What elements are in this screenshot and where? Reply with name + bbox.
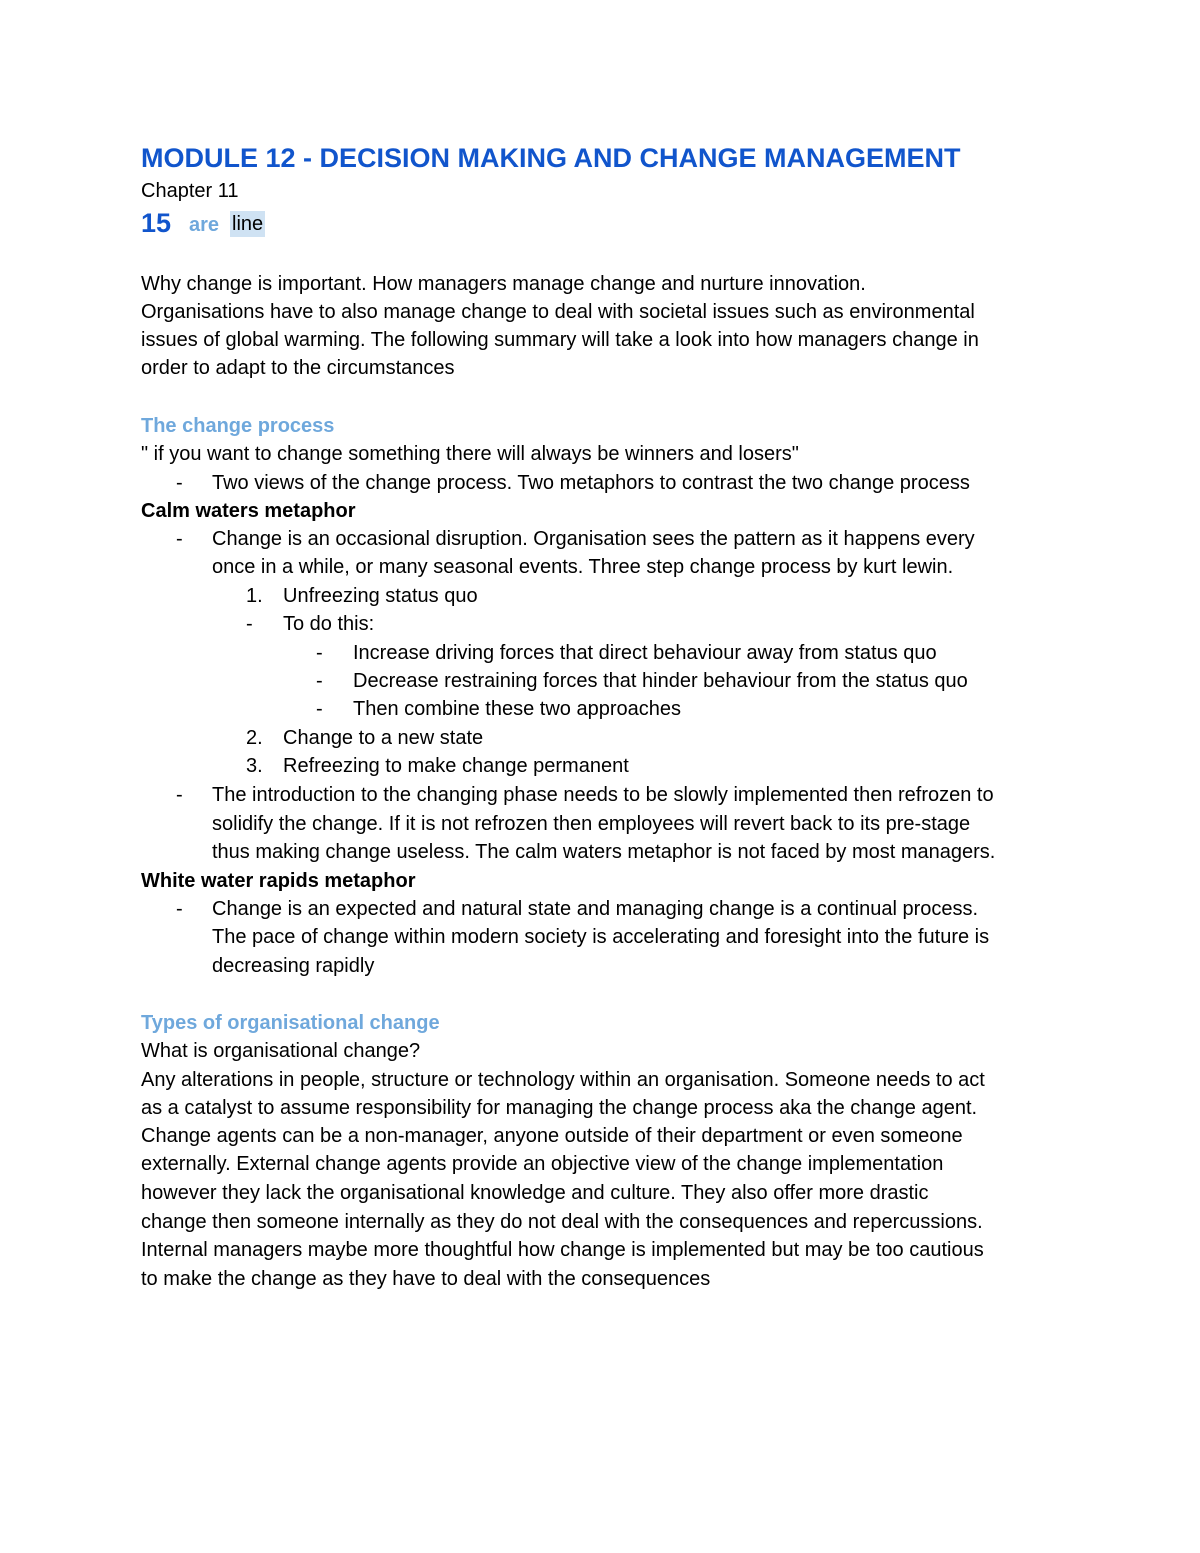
dash-marker: - [246, 613, 253, 635]
document-title: MODULE 12 - DECISION MAKING AND CHANGE MANAGEMENT [141, 143, 961, 173]
paragraph-line: as a catalyst to assume responsibility for managing the change process aka the change agent. [141, 1097, 978, 1119]
dash-marker: - [316, 670, 323, 692]
bullet-text: solidify the change. If it is not refrozen then employees will revert back to its pre-stage [212, 813, 971, 835]
question-line: What is organisational change? [141, 1040, 421, 1062]
dash-marker: - [176, 472, 183, 494]
bullet-text: thus making change useless. The calm waters metaphor is not faced by most managers. [212, 841, 996, 863]
step-marker: 3. [246, 755, 263, 777]
step-marker: 2. [246, 727, 263, 749]
todo-text: To do this: [283, 613, 375, 635]
bullet-text: Change is an occasional disruption. Organisation sees the pattern as it happens every [212, 528, 975, 550]
number-label: 15 [141, 208, 172, 238]
are-label: are [189, 214, 220, 236]
bullet-text: once in a while, or many seasonal events. Three step change process by kurt lewin. [212, 556, 954, 578]
bullet-text: Two views of the change process. Two metaphors to contrast the two change process [212, 472, 970, 494]
todo-item: Decrease restraining forces that hinder behaviour from the status quo [353, 670, 968, 692]
dash-marker: - [176, 784, 183, 806]
dash-marker: - [316, 642, 323, 664]
step-text: Refreezing to make change permanent [283, 755, 629, 777]
intro-line: Why change is important. How managers manage change and nurture innovation. [141, 273, 866, 295]
paragraph-line: externally. External change agents provide an objective view of the change implementation [141, 1153, 944, 1175]
paragraph-line: Change agents can be a non-manager, anyone outside of their department or even someone [141, 1125, 963, 1147]
intro-line: Organisations have to also manage change to deal with societal issues such as environmental [141, 301, 975, 323]
paragraph-line: however they lack the organisational knowledge and culture. They also offer more drastic [141, 1182, 929, 1204]
paragraph-line: change then someone internally as they do not deal with the consequences and repercussions. [141, 1211, 983, 1233]
chapter-label: Chapter 11 [141, 180, 239, 202]
bullet-text: Change is an expected and natural state and managing change is a continual process. [212, 898, 979, 920]
intro-line: order to adapt to the circumstances [141, 357, 455, 379]
section-heading-change-process: The change process [141, 415, 335, 437]
highlighted-word: line [232, 213, 264, 235]
step-text: Unfreezing status quo [283, 585, 478, 607]
subheading-white-water: White water rapids metaphor [141, 870, 416, 892]
todo-item: Increase driving forces that direct behaviour away from status quo [353, 642, 937, 664]
dash-marker: - [176, 898, 183, 920]
step-marker: 1. [246, 585, 263, 607]
todo-item: Then combine these two approaches [353, 698, 681, 720]
bullet-text: decreasing rapidly [212, 955, 375, 977]
paragraph-line: Any alterations in people, structure or technology within an organisation. Someone needs to act [141, 1069, 985, 1091]
bullet-text: The introduction to the changing phase needs to be slowly implemented then refrozen to [212, 784, 994, 806]
bullet-text: The pace of change within modern society is accelerating and foresight into the future is [212, 926, 990, 948]
dash-marker: - [176, 528, 183, 550]
paragraph-line: to make the change as they have to deal with the consequences [141, 1268, 711, 1290]
subheading-calm-waters: Calm waters metaphor [141, 500, 356, 522]
paragraph-line: Internal managers maybe more thoughtful how change is implemented but may be too cautious [141, 1239, 984, 1261]
section-heading-types: Types of organisational change [141, 1012, 440, 1034]
intro-line: issues of global warming. The following summary will take a look into how managers change in [141, 329, 979, 351]
step-text: Change to a new state [283, 727, 484, 749]
dash-marker: - [316, 698, 323, 720]
quote-line: " if you want to change something there will always be winners and losers" [141, 443, 799, 465]
